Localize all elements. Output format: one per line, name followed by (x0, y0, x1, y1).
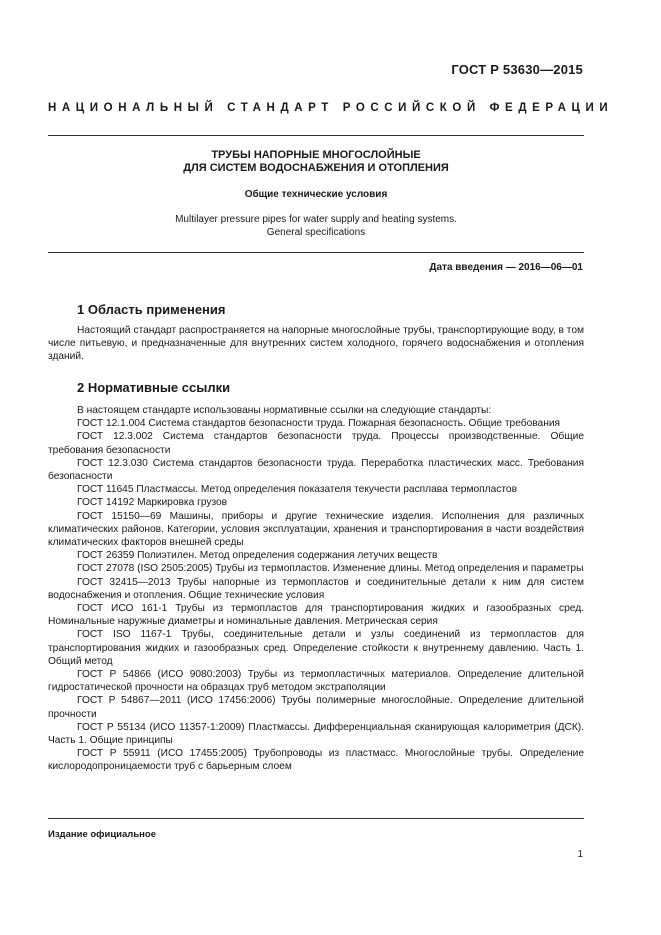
title-divider (48, 252, 584, 253)
title-en-line-2: General specifications (266, 227, 366, 238)
section-1-heading: 1 Область применения (77, 302, 226, 317)
title-ru-line-2: ДЛЯ СИСТЕМ ВОДОСНАБЖЕНИЯ И ОТОПЛЕНИЯ (183, 162, 449, 174)
header-divider (48, 135, 584, 136)
document-subtitle-ru: Общие технические условия (244, 189, 388, 200)
reference-item: ГОСТ 12.3.030 Система стандартов безопасности труда. Переработка пластических масс. Требования безопасности (48, 457, 584, 483)
introduction-date: Дата введения — 2016—06—01 (429, 262, 583, 273)
national-standard-banner: НАЦИОНАЛЬНЫЙ СТАНДАРТ РОССИЙСКОЙ ФЕДЕРАЦИИ (48, 102, 614, 114)
document-code: ГОСТ Р 53630—2015 (451, 62, 583, 77)
reference-item: ГОСТ 12.1.004 Система стандартов безопасности труда. Пожарная безопасность. Общие требования (77, 418, 561, 430)
section-2-heading: 2 Нормативные ссылки (77, 380, 231, 395)
document-title-en (48, 213, 584, 239)
reference-item: ГОСТ 26359 Полиэтилен. Метод определения содержания летучих веществ (77, 550, 438, 562)
reference-item: ГОСТ Р 54867—2011 (ИСО 17456:2006) Трубы полимерные многослойные. Определение длительной прочности (48, 695, 584, 720)
document-title-ru (48, 149, 584, 175)
reference-item: ГОСТ 32415—2013 Трубы напорные из термопластов и соединительные детали к ним для систем водоснабжения и отопления. Общие технические условия (48, 576, 584, 601)
reference-item: ГОСТ Р 54866 (ИСО 9080:2003) Трубы из термопластичных материалов. Определение длительной гидростатической прочности на образцах труб методом экстраполяции (48, 669, 584, 694)
section-1-paragraph: Настоящий стандарт распространяется на напорные многослойные трубы, транспортирующие воду, в том числе питьевую, и предназначенные для внутренних систем холодного, горячего водоснабжения и отопления зданий. (48, 325, 584, 363)
title-en-line-1: Multilayer pressure pipes for water supply and heating systems. (175, 214, 457, 225)
reference-item: ГОСТ ИСО 161-1 Трубы из термопластов для транспортирования жидких и газообразных сред. Номинальные наружные диаметры и номинальные давления. Метрическая серия (48, 603, 584, 628)
page-number: 1 (577, 849, 583, 860)
reference-item: ГОСТ 11645 Пластмассы. Метод определения показателя текучести расплава термопластов (77, 484, 517, 496)
edition-label: Издание официальное (48, 829, 156, 840)
footer-divider (48, 818, 584, 819)
reference-item: ГОСТ Р 55134 (ИСО 11357-1:2009) Пластмассы. Дифференциальная сканирующая калориметрия (ДСК). Часть 1. Общие принципы (48, 721, 584, 747)
title-ru-line-1: ТРУБЫ НАПОРНЫЕ МНОГОСЛОЙНЫЕ (211, 149, 421, 161)
section-2-body (48, 404, 584, 774)
reference-item: ГОСТ 15150—69 Машины, приборы и другие технические изделия. Исполнения для различных климатических районов. Категории, условия эксплуатации, хранения и транспортирования в части воздействия климатических факторов внешней среды (48, 510, 584, 549)
reference-item: ГОСТ 12.3.002 Система стандартов безопасности труда. Процессы производственные. Общие требования безопасности (48, 431, 584, 456)
reference-intro: В настоящем стандарте использованы нормативные ссылки на следующие стандарты: (77, 405, 492, 416)
section-1-body (48, 324, 584, 364)
reference-item: ГОСТ 14192 Маркировка грузов (77, 497, 228, 509)
reference-item: ГОСТ 27078 (ISO 2505:2005) Трубы из термопластов. Изменение длины. Метод определения и параметры (77, 563, 584, 575)
reference-item: ГОСТ Р 55911 (ИСО 17455:2005) Трубопроводы из пластмасс. Многослойные трубы. Определение кислородопроницаемости труб с барьерным слоем (48, 748, 584, 773)
reference-item: ГОСТ ISO 1167-1 Трубы, соединительные детали и узлы соединений из термопластов для транспортирования жидких и газообразных сред. Определение стойкости к внутреннему давлению. Часть 1. Общий метод (48, 629, 584, 667)
